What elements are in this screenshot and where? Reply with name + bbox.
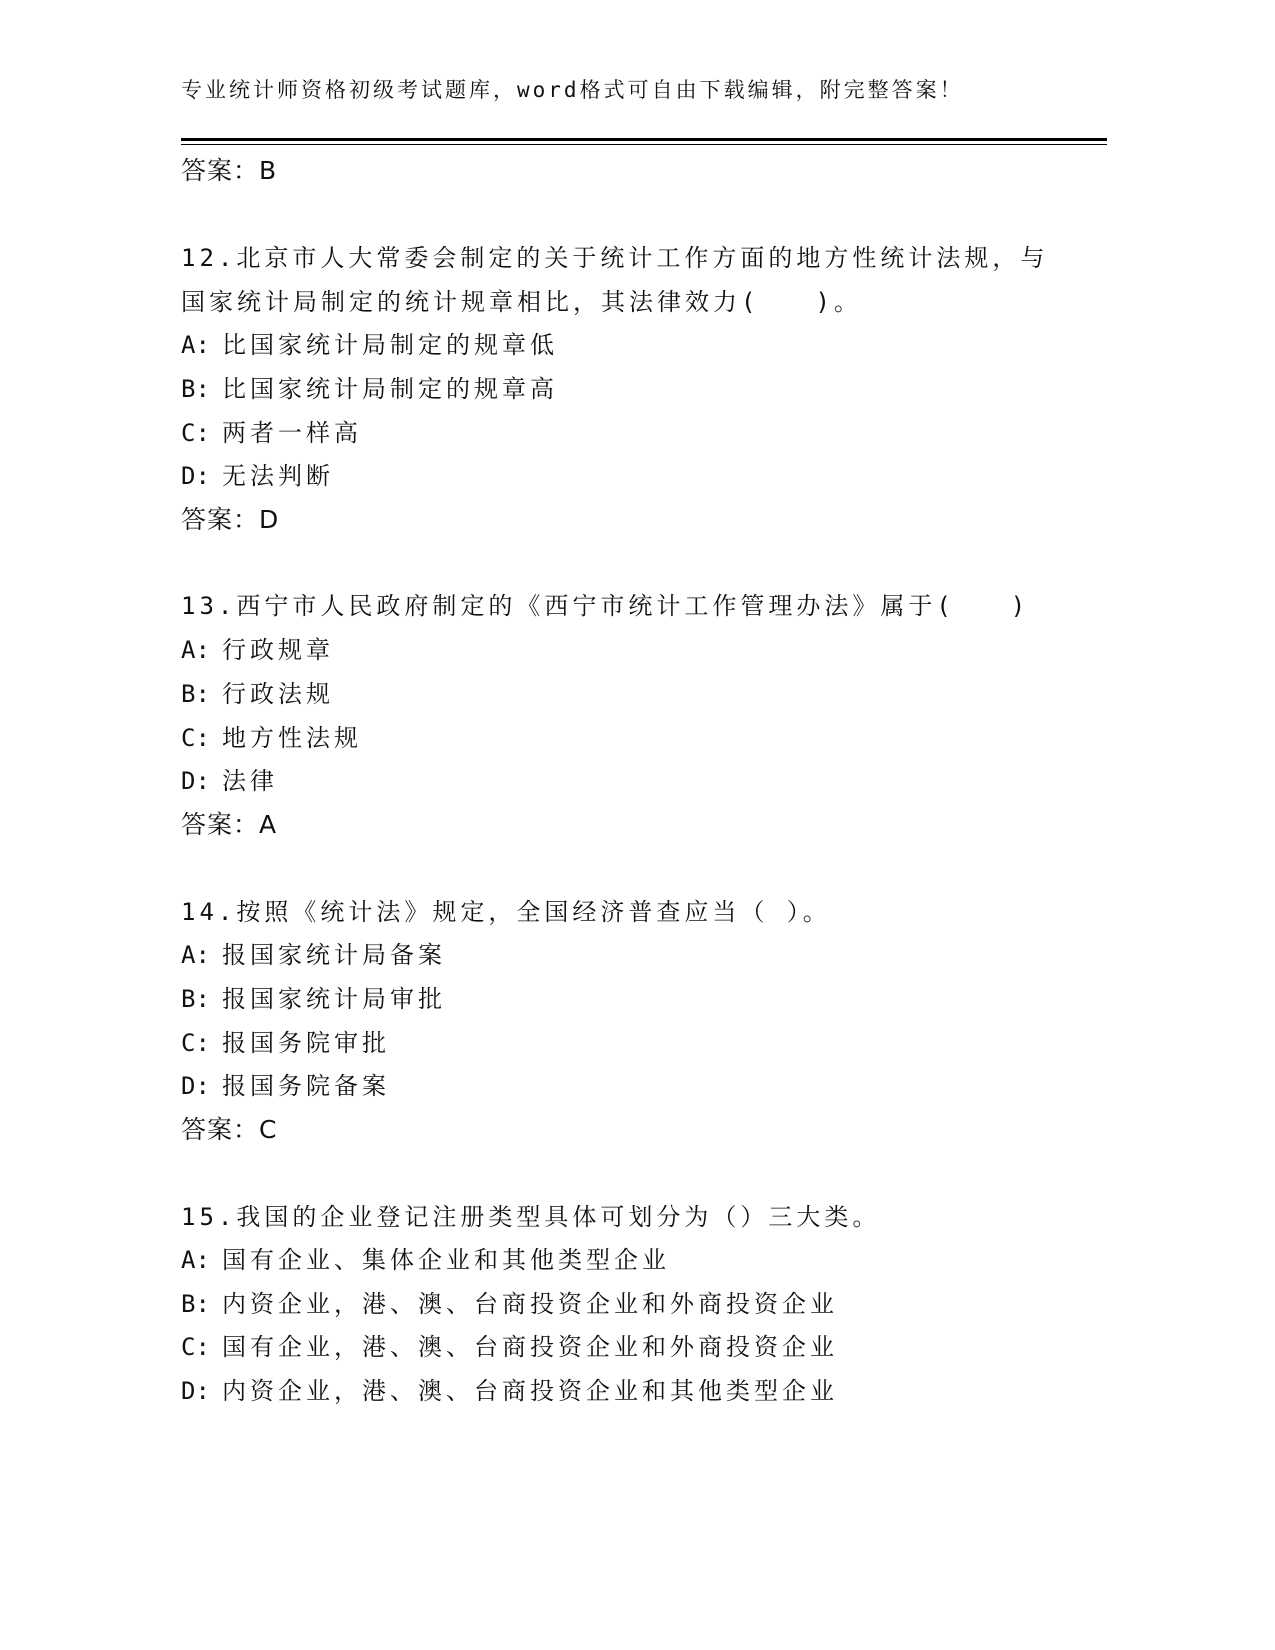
question-14-option-d <box>181 1071 390 1101</box>
question-13-option-a <box>181 635 334 665</box>
question-15-option-d <box>181 1376 838 1406</box>
option-key: A: <box>181 331 210 359</box>
question-12-answer: 答案：D <box>181 505 280 534</box>
option-key: C: <box>181 724 210 752</box>
option-text: 报国务院审批 <box>222 1029 390 1057</box>
option-key: C: <box>181 419 210 447</box>
question-14-option-c <box>181 1028 390 1058</box>
option-key: D: <box>181 1377 210 1405</box>
option-key: B: <box>181 1290 210 1318</box>
question-12-option-c <box>181 418 362 448</box>
header-rule-thick <box>181 138 1107 141</box>
question-12-stem-line-2: 国家统计局制定的统计规章相比，其法律效力( )。 <box>181 288 862 316</box>
option-key: B: <box>181 375 210 403</box>
question-12-option-d <box>181 461 334 491</box>
question-14-stem-line-1: 14.按照《统计法》规定，全国经济普查应当（ ）。 <box>181 898 831 926</box>
question-13-answer: 答案：A <box>181 810 278 839</box>
option-text: 报国务院备案 <box>222 1072 390 1100</box>
option-text: 国有企业、集体企业和其他类型企业 <box>222 1246 670 1274</box>
option-text: 国有企业，港、澳、台商投资企业和外商投资企业 <box>222 1333 838 1361</box>
option-key: B: <box>181 985 210 1013</box>
option-key: D: <box>181 462 210 490</box>
question-12-option-a <box>181 330 558 360</box>
question-15-stem-line-1: 15.我国的企业登记注册类型具体可划分为（）三大类。 <box>181 1203 881 1231</box>
option-text: 比国家统计局制定的规章高 <box>222 375 558 403</box>
question-14-answer: 答案：C <box>181 1115 278 1144</box>
question-13-option-c <box>181 723 362 753</box>
option-text: 行政法规 <box>222 680 334 708</box>
question-13-option-d <box>181 766 278 796</box>
question-12-option-b <box>181 374 558 404</box>
option-text: 两者一样高 <box>222 419 362 447</box>
option-key: C: <box>181 1029 210 1057</box>
option-text: 地方性法规 <box>222 724 362 752</box>
question-14-option-b <box>181 984 446 1014</box>
question-15-option-a <box>181 1245 670 1275</box>
option-key: D: <box>181 1072 210 1100</box>
option-key: B: <box>181 680 210 708</box>
option-text: 内资企业，港、澳、台商投资企业和其他类型企业 <box>222 1377 838 1405</box>
header-rule-thin <box>181 144 1107 145</box>
question-13-option-b <box>181 679 334 709</box>
option-key: A: <box>181 941 210 969</box>
option-text: 行政规章 <box>222 636 334 664</box>
page-header: 专业统计师资格初级考试题库，word格式可自由下载编辑，附完整答案！ <box>181 78 964 102</box>
option-key: A: <box>181 1246 210 1274</box>
option-key: A: <box>181 636 210 664</box>
question-14-option-a <box>181 940 446 970</box>
option-text: 报国家统计局审批 <box>222 985 446 1013</box>
answer-prev: 答案：B <box>181 156 278 185</box>
question-12-stem-line-1: 12.北京市人大常委会制定的关于统计工作方面的地方性统计法规，与 <box>181 244 1049 272</box>
option-text: 报国家统计局备案 <box>222 941 446 969</box>
option-text: 比国家统计局制定的规章低 <box>222 331 558 359</box>
question-13-stem-line-1: 13.西宁市人民政府制定的《西宁市统计工作管理办法》属于( ) <box>181 592 1030 620</box>
option-text: 无法判断 <box>222 462 334 490</box>
question-15-option-c <box>181 1332 838 1362</box>
option-text: 内资企业，港、澳、台商投资企业和外商投资企业 <box>222 1290 838 1318</box>
question-15-option-b <box>181 1289 838 1319</box>
option-key: C: <box>181 1333 210 1361</box>
option-text: 法律 <box>222 767 278 795</box>
option-key: D: <box>181 767 210 795</box>
